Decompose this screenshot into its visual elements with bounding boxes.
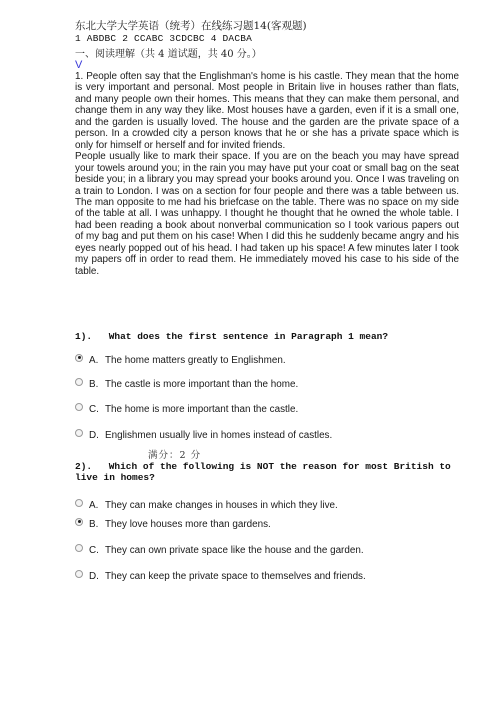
question-text: What does the first sentence in Paragraph 1 mean? [108, 331, 389, 342]
question-1 [75, 331, 388, 342]
option-text: The home is more important than the castle. [105, 404, 299, 415]
radio-selected-icon[interactable] [75, 354, 83, 362]
radio-selected-icon[interactable] [75, 518, 83, 526]
option-text: The home matters greatly to Englishmen. [105, 355, 286, 366]
radio-icon[interactable] [75, 403, 83, 411]
passage-paragraph-1: 1. People often say that the Englishman's home is his castle. They mean that the home is very important and personal. Most people in Britain live in houses rather than flats, and many people own their homes. This means that they can make them personal, and change them in any way they like. Most houses have a garden, even if it is a small one, and the garden is usually loved. The house and the garden are the private space of a person. In a crowded city a person knows that he or she has a private space which is only for himself or herself and for invited friends. [75, 71, 459, 151]
passage-paragraph-2: People usually like to mark their space. If you are on the beach you may have spread your towels around you; in the rain you may have put your coat or small bag on the seat beside you; in a library you may spread your books around you. Once I was traveling on a train to London. I was on a section for four people and there was a table between us. The man opposite to me had his briefcase on the table. There was no space on my side of the table at all. I was unhappy. I thought he thought that he owned the whole table. I had been reading a book about nonverbal communication so I took various papers out of my bag and put them on his case! When I did this he suddenly became angry and his eyes nearly popped out of his head. I had taken up his space! A few minutes later I took my papers off in order to read them. He immediately moved his case to his side of the table. [75, 151, 459, 277]
radio-icon[interactable] [75, 378, 83, 386]
option-letter: C. [89, 545, 99, 556]
option-text: They can keep the private space to themselves and friends. [105, 571, 366, 582]
option-letter: A. [89, 355, 99, 366]
q2-option-c[interactable] [75, 545, 364, 556]
check-mark: V [75, 59, 83, 71]
option-letter: B. [89, 519, 99, 530]
option-text: Englishmen usually live in homes instead of castles. [105, 430, 333, 441]
option-text: They can make changes in houses in which they live. [105, 500, 338, 511]
section-label: 一、阅读理解（共 4 道试题，共 40 分。） [75, 49, 262, 60]
question-number: 2). [75, 461, 93, 472]
option-letter: B. [89, 379, 99, 390]
radio-icon[interactable] [75, 429, 83, 437]
q1-option-d[interactable] [75, 430, 332, 441]
option-letter: D. [89, 571, 99, 582]
option-letter: C. [89, 404, 99, 415]
q2-option-b[interactable] [75, 519, 271, 530]
q2-option-a[interactable] [75, 500, 338, 511]
score-label: 满分：2 分 [148, 450, 202, 461]
question-number: 1). [75, 331, 93, 342]
page-title: 东北大学大学英语（统考）在线练习题14(客观题) [75, 20, 307, 32]
option-text: The castle is more important than the home. [105, 379, 299, 390]
q2-option-d[interactable] [75, 571, 366, 582]
radio-icon[interactable] [75, 499, 83, 507]
option-letter: D. [89, 430, 99, 441]
option-text: They love houses more than gardens. [105, 519, 271, 530]
question-text: Which of the following is NOT the reason for most British to live in homes? [75, 461, 451, 483]
q1-option-b[interactable] [75, 379, 298, 390]
option-text: They can own private space like the house and the garden. [105, 545, 364, 556]
answer-keys: 1 ABDBC 2 CCABC 3CDCBC 4 DACBA [75, 33, 253, 44]
q1-option-c[interactable] [75, 404, 298, 415]
radio-icon[interactable] [75, 544, 83, 552]
question-2 [75, 461, 455, 483]
option-letter: A. [89, 500, 99, 511]
q1-option-a[interactable] [75, 355, 286, 366]
radio-icon[interactable] [75, 570, 83, 578]
reading-passage [75, 71, 459, 277]
